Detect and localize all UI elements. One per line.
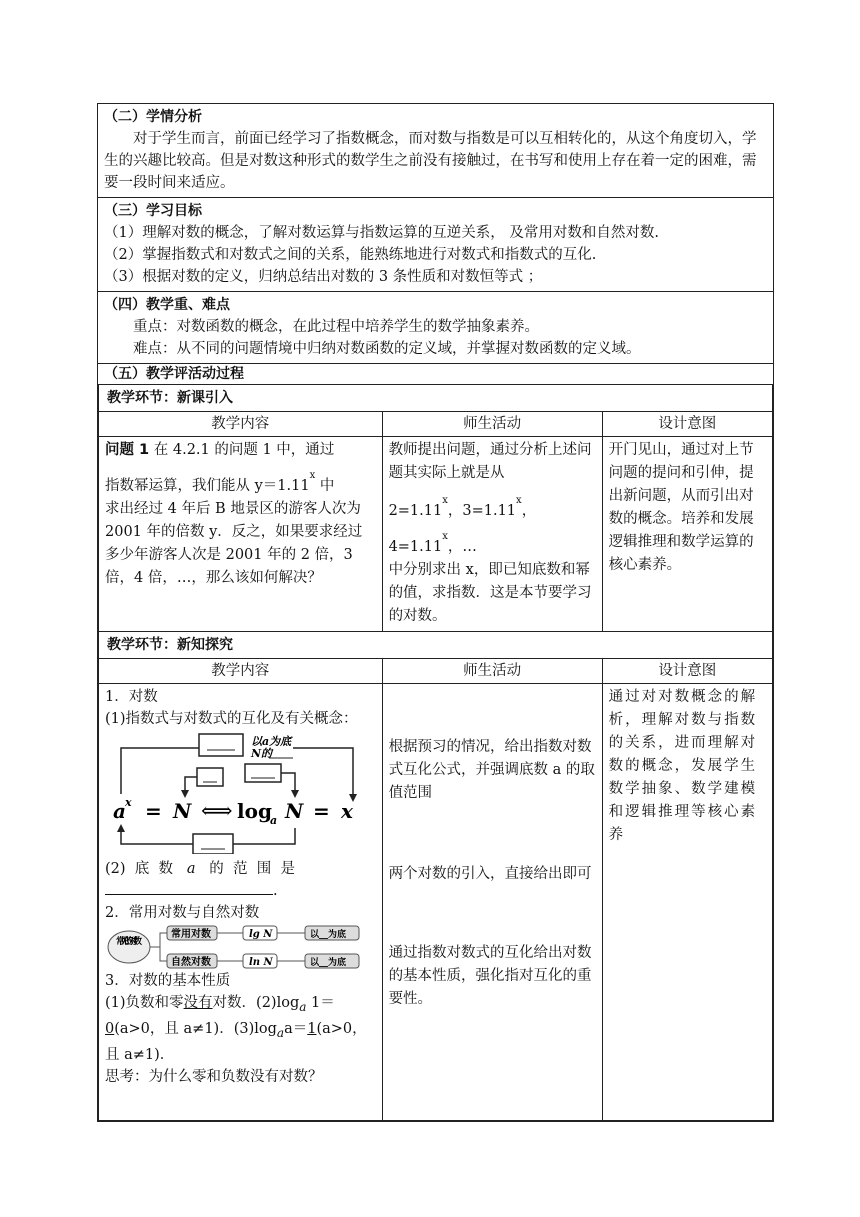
activity-text: 教师提出问题，通过分析上述问题其实际上就是从 xyxy=(388,442,592,481)
phase2-intent: 通过对对数概念的解析，理解对数与指数的关系，进而理解对数的概念，发展学生数学抽象、数学建模和逻辑推理等核心素养 xyxy=(602,684,772,1121)
activity-text: 中分别求出 x，即已知底数和幂的值，求指数．这是本节要学习的对数。 xyxy=(388,561,592,624)
diagram-arrow-line xyxy=(233,828,295,844)
content-text: 1＝ xyxy=(306,995,335,1011)
equation: ，… xyxy=(447,538,477,555)
exponent: x xyxy=(309,470,316,481)
tree-node-label: ln N xyxy=(249,957,273,968)
diagram-box xyxy=(245,764,281,782)
arrowhead-icon xyxy=(181,790,189,798)
content-var: a xyxy=(276,1025,285,1040)
content-text: 的 范 围 是 xyxy=(195,861,295,877)
section-heading: （三）学习目标 xyxy=(104,203,202,219)
goal-item: （1）理解对数的概念，了解对数运算与指数运算的互逆关系， 及常用对数和自然对数. xyxy=(104,225,659,241)
content-text: 对数．(2)log xyxy=(212,995,300,1011)
exponent: x xyxy=(442,495,448,506)
tree-node-label: 自然对数 xyxy=(171,957,211,968)
exponent: x xyxy=(442,530,448,542)
phase2-activity xyxy=(382,684,602,1121)
question-text: 求出经过 4 年后 B 地景区的游客人次为 2001 年的倍数 y．反之，如果要求经过多少年游客人次是 2001 年的 2 倍，3 倍，4 倍，…，那么该如何解决？ xyxy=(105,500,363,586)
formula-x: x xyxy=(341,799,353,823)
section-heading: （二）学情分析 xyxy=(104,109,202,125)
question-text: 在 4.2.1 的问题 1 中，通过 xyxy=(149,442,335,458)
section-key-points xyxy=(98,292,773,364)
content-text: (a>0，且 a≠1)．(3)log xyxy=(114,1020,277,1037)
question-text: 指数幂运算，我们能从 y＝1.11 xyxy=(105,477,310,494)
content-text: (1)负数和零 xyxy=(105,995,184,1011)
content-answer: 1 xyxy=(307,1020,317,1037)
phase1-intent: 开门见山，通过对上节问题的提问和引伸，提出新问题，从而引出对数的概念。培养和发展逻辑推理和数学运算的核心素养。 xyxy=(602,437,772,632)
arrowhead-icon xyxy=(117,824,125,832)
tree-root xyxy=(108,931,150,963)
diagram-arrow-line xyxy=(121,832,193,844)
formula-base: a xyxy=(113,799,126,823)
content-answer: 没有 xyxy=(183,995,213,1011)
diagram-label: N的 xyxy=(251,747,273,760)
lesson-plan-table xyxy=(97,103,774,1122)
goal-item: （3）根据对数的定义，归纳总结出对数的 3 条性质和对数恒等式 ； xyxy=(104,269,543,285)
content-text: (2) 底 数 xyxy=(105,861,187,877)
section-heading: （五）教学评活动过程 xyxy=(104,366,244,382)
log-types-tree xyxy=(105,924,363,970)
formula-equals: = xyxy=(145,799,162,823)
content-text: (a>0， xyxy=(316,1020,367,1037)
content-var: a xyxy=(299,999,307,1014)
col-header-content: 教学内容 xyxy=(99,412,383,437)
diagram-label: 以a为底 xyxy=(251,735,292,748)
answer-blank[interactable] xyxy=(105,880,273,895)
diagram-box xyxy=(199,734,243,756)
content-heading: 2．常用对数与自然对数 xyxy=(105,905,260,921)
formula-exponent: x xyxy=(125,796,132,809)
question-text: 中 xyxy=(315,477,335,494)
tree-node-label: 常用对数 xyxy=(171,929,211,940)
formula-log-base: a xyxy=(270,814,278,827)
section-heading: （四）教学重、难点 xyxy=(104,297,230,313)
diagram-arrow-line xyxy=(121,748,199,794)
phase-title: 教学环节：新课引入 xyxy=(99,385,773,412)
phase2-content: 1．对数 (1)指数式与对数式的互化及有关概念： 以a为底 N的 a x = N ⟺ log a N = x (2) 底 数 a 的 范 围 是 . 2．常用对数与自然对数 常见的对数 常用对数 lg N 以__为底 自然对数 ln N 以__为底 3．对数的基本性质 (1)负数和零没有对数．$(2)\log_a$ 1＝ 0(a>0，且 a≠1)．$(3)\log_aa=1(a>0$， 且 a≠1)． 思考：为什么零和负数没有对数？ xyxy=(99,684,383,1121)
equivalence-arrow-icon: ⟺ xyxy=(201,799,233,824)
equation: 2=1.11 xyxy=(388,502,443,519)
phase1-activity xyxy=(382,437,602,632)
content-text: (1)指数式与对数式的互化及有关概念： xyxy=(105,711,358,727)
content-answer: 0 xyxy=(105,1020,115,1037)
formula-n: N xyxy=(285,799,304,823)
exponent: x xyxy=(516,495,522,506)
activity-text: 两个对数的引入，直接给出即可 xyxy=(388,866,592,882)
section-learning-goals xyxy=(98,198,773,292)
content-heading: 3．对数的基本性质 xyxy=(105,973,231,989)
formula-log: log xyxy=(237,799,272,823)
content-var: a xyxy=(186,861,196,877)
content-text: a＝ xyxy=(284,1020,308,1037)
tree-node-label: 以__为底 xyxy=(310,958,347,968)
tree-root-label: 常见的对数 xyxy=(116,937,142,947)
col-header-intent: 设计意图 xyxy=(602,659,772,684)
diagram-box xyxy=(197,768,223,786)
activity-table xyxy=(98,384,773,1121)
section-body: 对于学生而言，前面已经学习了指数概念，而对数与指数是可以互相转化的，从这个角度切入，学生的兴趣比较高。但是对数这种形式的数学生之前没有接触过，在书写和使用上存在着一定的困难，需要一段时间来适应。 xyxy=(104,131,757,191)
goal-item: （2）掌握指数式和对数式之间的关系，能熟练地进行对数式和指数式的互化. xyxy=(104,247,597,263)
col-header-activity: 师生活动 xyxy=(382,412,602,437)
lesson-plan-page xyxy=(97,103,774,1122)
tree-line xyxy=(160,933,167,961)
activity-text: 根据预习的情况，给出指数对数式互化公式，并强调底数 a 的取值范围 xyxy=(388,739,595,801)
diagram-arrow-line xyxy=(293,748,353,798)
col-header-activity: 师生活动 xyxy=(382,659,602,684)
equation: 4=1.11 xyxy=(388,538,443,555)
equation: ， xyxy=(521,502,537,519)
content-question: 思考：为什么零和负数没有对数？ xyxy=(105,1068,323,1085)
tree-node-label: 以__为底 xyxy=(310,930,347,940)
section-learner-analysis xyxy=(98,104,773,198)
phase1-content xyxy=(99,437,383,632)
content-heading: 1．对数 xyxy=(105,689,158,705)
tree-node-label: lg N xyxy=(249,929,273,940)
activity-text: 通过指数对数式的互化给出对数的基本性质，强化指对互化的重要性。 xyxy=(388,945,592,1007)
equation: ，3=1.11 xyxy=(447,502,517,519)
exponent-log-diagram xyxy=(105,732,363,854)
formula-equals: = xyxy=(313,799,330,823)
key-point: 重点：对数函数的概念，在此过程中培养学生的数学抽象素养。 xyxy=(133,319,539,335)
difficult-point: 难点：从不同的问题情境中归纳对数函数的定义域，并掌握对数函数的定义域。 xyxy=(133,341,641,357)
formula-n: N xyxy=(173,799,192,823)
phase-title: 教学环节：新知探究 xyxy=(99,632,773,659)
section-activities xyxy=(98,364,773,1121)
question-label: 问题 1 xyxy=(105,442,150,458)
col-header-content: 教学内容 xyxy=(99,659,383,684)
col-header-intent: 设计意图 xyxy=(602,412,772,437)
content-text: 且 a≠1)． xyxy=(105,1046,175,1063)
arrowhead-icon xyxy=(291,790,299,798)
diagram-box xyxy=(193,834,233,854)
